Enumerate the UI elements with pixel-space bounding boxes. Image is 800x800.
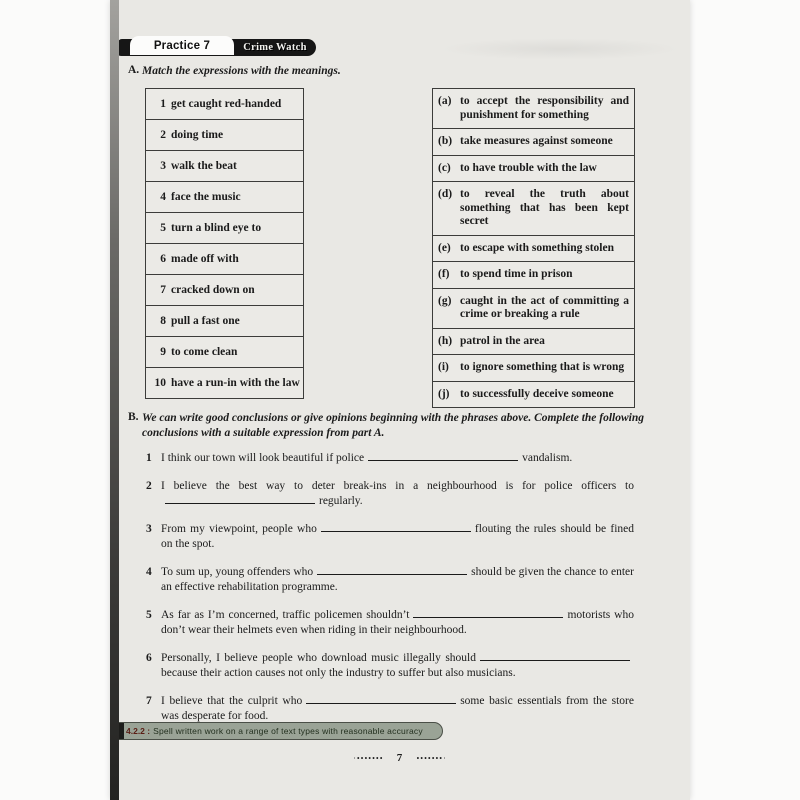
item-number: 3 — [146, 523, 152, 535]
expression-number: 7 — [160, 284, 166, 296]
meaning-row — [433, 288, 634, 328]
item-text-before: From my viewpoint, people who — [161, 523, 317, 535]
expression-text: face the music — [171, 191, 241, 203]
expression-row — [146, 305, 303, 336]
meaning-letter: (g) — [438, 294, 452, 307]
item-text — [161, 479, 634, 509]
fill-in-blank-line — [368, 451, 518, 461]
meaning-letter: (d) — [438, 188, 453, 200]
item-number: 4 — [146, 566, 152, 578]
page-binding-shadow — [110, 0, 119, 800]
meaning-text: to spend time in prison — [460, 268, 573, 280]
meaning-row — [433, 261, 634, 288]
practice-label: Practice 7 — [153, 39, 211, 52]
item-text — [161, 694, 634, 724]
expression-row — [146, 181, 303, 212]
item-number: 6 — [146, 652, 152, 664]
conclusion-item — [146, 565, 634, 595]
conclusion-item — [146, 694, 634, 724]
meaning-text: take measures against someone — [460, 135, 613, 147]
page-dots-right: •••••••· — [416, 754, 447, 763]
item-text-before: I think our town will look beautiful if police — [161, 452, 365, 464]
expressions-table — [145, 88, 304, 399]
expression-row — [146, 119, 303, 150]
meaning-row — [433, 328, 634, 355]
fill-in-blank-line — [306, 694, 456, 704]
topic-tab — [236, 39, 314, 56]
item-text-before: I believe the best way to deter break-ins in a neighbourhood is for police officers to — [161, 480, 634, 492]
page-number: 7 — [396, 752, 404, 764]
item-number: 5 — [146, 609, 152, 621]
item-text-after: vandalism. — [522, 452, 573, 464]
conclusion-item — [146, 608, 634, 638]
section-a-heading — [128, 64, 658, 79]
meaning-text: to reveal the truth about something that has been kept secret — [460, 188, 629, 227]
meaning-row — [433, 181, 634, 235]
conclusion-item — [146, 651, 634, 681]
fill-in-blank-line — [480, 651, 630, 661]
item-text — [161, 451, 634, 466]
page — [110, 0, 690, 800]
conclusion-item — [146, 479, 634, 509]
item-text-after: motorists who don’t wear their helmets even when riding in their neighbourhood. — [161, 609, 634, 636]
expression-number: 1 — [160, 98, 166, 110]
meaning-letter: (f) — [438, 268, 450, 280]
expression-row — [146, 89, 303, 119]
expression-text: to come clean — [171, 346, 238, 358]
practice-tab — [130, 36, 234, 55]
meaning-letter: (i) — [438, 361, 449, 373]
section-b-marker: B. — [128, 411, 139, 423]
fill-in-blank-line — [317, 565, 467, 575]
item-text-after: because their action causes not only the industry to suffer but also musicians. — [161, 667, 516, 679]
expression-row — [146, 336, 303, 367]
expression-number: 4 — [160, 191, 166, 203]
expression-text: cracked down on — [171, 284, 255, 296]
expression-number: 3 — [160, 160, 166, 172]
item-text-after: regularly. — [319, 495, 363, 507]
meaning-letter: (c) — [438, 161, 451, 174]
item-text-before: To sum up, young offenders who — [161, 566, 314, 578]
expression-text: made off with — [171, 253, 239, 265]
item-number: 2 — [146, 480, 152, 492]
expression-text: doing time — [171, 129, 224, 141]
skill-descriptor-badge — [113, 722, 443, 740]
meaning-letter: (a) — [438, 95, 452, 107]
item-text-before: Personally, I believe people who download music illegally should — [161, 652, 476, 664]
meaning-row — [433, 155, 634, 182]
conclusion-items — [146, 451, 634, 737]
meaning-text: caught in the act of committing a crime or breaking a rule — [460, 294, 629, 320]
meaning-text: patrol in the area — [460, 334, 545, 347]
page-number-line — [110, 752, 690, 764]
item-text — [161, 522, 634, 552]
meaning-text: to ignore something that is wrong — [460, 361, 625, 373]
meaning-letter: (j) — [438, 387, 450, 400]
header-banner — [116, 36, 316, 56]
meaning-text: to have trouble with the law — [460, 161, 597, 174]
fill-in-blank-line — [413, 608, 563, 618]
expression-row — [146, 150, 303, 181]
item-text-after: should be given the chance to enter an effective rehabilitation programme. — [161, 566, 634, 593]
expression-text: turn a blind eye to — [171, 222, 262, 234]
meaning-text: to successfully deceive someone — [460, 387, 614, 400]
item-text — [161, 651, 634, 681]
meaning-text: to accept the responsibility and punishment for something — [460, 95, 629, 121]
expression-text: get caught red-handed — [171, 98, 282, 110]
meaning-text: to escape with something stolen — [460, 241, 614, 254]
meaning-row — [433, 89, 634, 128]
item-text-after: flouting the rules should be fined on the spot. — [161, 523, 634, 550]
item-number: 1 — [146, 452, 152, 464]
expression-row — [146, 274, 303, 305]
item-text — [161, 565, 634, 595]
topic-label: Crime Watch — [243, 42, 307, 53]
expression-row — [146, 243, 303, 274]
item-text-before: I believe that the culprit who — [161, 695, 303, 707]
skill-code: 4.2.2 : — [126, 726, 151, 736]
section-a-marker: A. — [128, 64, 140, 76]
expression-number: 2 — [160, 129, 166, 141]
section-b-instruction: We can write good conclusions or give opinions beginning with the phrases above. Complete the following conclusions with a suitable expression from part A. — [142, 412, 644, 439]
expression-number: 9 — [160, 346, 166, 358]
expression-number: 8 — [160, 315, 166, 327]
conclusion-item — [146, 451, 634, 466]
item-text-after: some basic essentials from the store was desperate for food. — [161, 695, 634, 722]
scan-smudge — [440, 38, 680, 60]
meaning-letter: (e) — [438, 241, 451, 254]
expression-text: pull a fast one — [171, 315, 240, 327]
fill-in-blank-line — [165, 494, 315, 504]
section-b-heading — [128, 411, 644, 440]
expression-number: 5 — [160, 222, 166, 234]
skill-text: Spell written work on a range of text types with reasonable accuracy — [153, 726, 423, 736]
item-text — [161, 608, 634, 638]
section-a-instruction: Match the expressions with the meanings. — [142, 65, 341, 77]
expression-text: have a run-in with the law — [171, 377, 300, 389]
meanings-table — [432, 88, 635, 408]
expression-number: 6 — [160, 253, 166, 265]
item-text-before: As far as I’m concerned, traffic policemen shouldn’t — [161, 609, 410, 621]
expression-text: walk the beat — [171, 160, 237, 172]
fill-in-blank-line — [321, 522, 471, 532]
item-number: 7 — [146, 695, 152, 707]
meaning-row — [433, 235, 634, 262]
meaning-letter: (b) — [438, 135, 453, 147]
meaning-row — [433, 354, 634, 381]
meaning-row — [433, 128, 634, 155]
expression-row — [146, 367, 303, 398]
conclusion-item — [146, 522, 634, 552]
page-dots-left: ·••••••• — [353, 754, 384, 763]
meaning-row — [433, 381, 634, 408]
meaning-letter: (h) — [438, 334, 453, 347]
expression-number: 10 — [154, 377, 166, 389]
expression-row — [146, 212, 303, 243]
